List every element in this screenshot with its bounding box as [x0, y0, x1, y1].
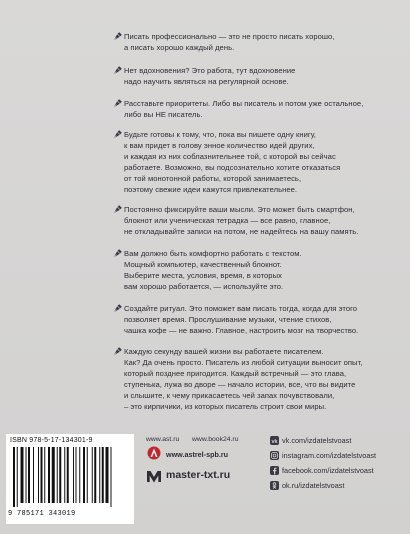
- barcode-bar: [41, 447, 43, 503]
- astrel-logo-icon: [147, 446, 161, 460]
- barcode-bar: [59, 447, 61, 503]
- barcode-bar: [106, 447, 109, 503]
- social-link-vk[interactable]: [270, 436, 410, 447]
- odnoklassniki-icon: [270, 481, 279, 490]
- social-link-text: vk.com/izdatelstvoast: [282, 436, 352, 445]
- facebook-icon: [270, 466, 279, 475]
- barcode-bar: [38, 447, 39, 503]
- site-book24-link[interactable]: www.book24.ru: [192, 436, 239, 443]
- barcode: [12, 447, 128, 507]
- barcode-bar: [44, 447, 45, 503]
- pen-nib-icon: [112, 65, 123, 76]
- pen-nib-icon: [112, 129, 123, 140]
- tip-text: Вам должно быть комфортно работать с текстом. Мощный компьютер, качественный блокнот. Выберите места, условия, время, в которых вам хорошо работается, — используйте это.: [124, 249, 302, 291]
- social-link-text: facebook.com/izdatelstvoast: [282, 466, 374, 475]
- pen-nib-icon: [112, 204, 123, 215]
- pen-nib-icon: [112, 303, 123, 314]
- pen-nib-icon: [112, 346, 123, 357]
- barcode-bar: [92, 447, 93, 503]
- tip-text: Будьте готовы к тому, что, пока вы пишете одну книгу, к вам придет в голову энное количество идей других, и каждая из них соблазнительнее той, с которой вы сейчас работаете. Возможно, вы подсознательно хотите отказаться от той монотонной работы, которой занимаетесь, поэтому свежие идеи кажутся привлекательнее.: [124, 130, 341, 194]
- barcode-bar: [73, 447, 74, 503]
- barcode-bar: [28, 447, 30, 503]
- barcode-bar: [13, 447, 15, 507]
- barcode-bar: [83, 447, 85, 503]
- social-link-instagram[interactable]: [270, 451, 410, 462]
- social-link-facebook[interactable]: [270, 466, 410, 477]
- barcode-bar: [99, 447, 100, 503]
- barcode-bar: [33, 447, 34, 503]
- pen-nib-icon: [112, 248, 123, 259]
- barcode-bar: [26, 447, 27, 503]
- tip-text: Нет вдохновения? Это работа, тут вдохновение надо научить являться на регулярной основе.: [124, 66, 296, 86]
- instagram-icon: [270, 451, 279, 460]
- pen-nib-icon: [112, 31, 123, 42]
- barcode-bar: [76, 447, 77, 503]
- tip-text: Писать профессионально — это не просто писать хорошо, а писать хорошо каждый день.: [124, 32, 335, 52]
- social-link-text: instagram.com/izdatelstvoast: [282, 451, 377, 460]
- barcode-bar: [79, 447, 80, 503]
- svg-text:vk: vk: [271, 438, 278, 445]
- tip-text: Каждую секунду вашей жизни вы работаете писателем. Как? Да очень просто. Писатель из любой ситуации выносит опыт, который позднее пригодится. Каждый встречный — это глава, ступенька, лужа во дворе — начало истории, все, что вы видите и слышите, к чему прикасаетесь чей запах почувствовали, – это кирпичики, из которых писатель строит свои миры.: [124, 347, 363, 411]
- vk-icon: [270, 436, 279, 445]
- barcode-bar: [87, 447, 88, 503]
- barcode-bar: [21, 447, 24, 503]
- barcode-digits: 9 785171 343019: [8, 510, 76, 518]
- site-master-link[interactable]: master-txt.ru: [166, 469, 231, 481]
- social-link-text: ok.ru/izdatelstvoast: [282, 481, 345, 490]
- barcode-bar: [94, 447, 96, 503]
- pen-nib-icon: [112, 98, 123, 109]
- master-logo-icon: [146, 468, 162, 484]
- tip-text: Расставьте приоритеты. Либо вы писатель и потом уже остальное, либо вы НЕ писатель.: [124, 99, 364, 119]
- barcode-bar: [64, 447, 65, 503]
- barcode-bar: [52, 447, 55, 503]
- social-link-odnoklassniki[interactable]: [270, 481, 410, 492]
- barcode-bar: [17, 447, 18, 507]
- tip-text: Создайте ритуал. Это поможет вам писать тогда, когда для этого позволяет время. Прослушивание музыки, чтение стихов, чашка кофе — не важно. Главное, настроить мозг на творчество.: [124, 304, 359, 335]
- site-ast-link[interactable]: www.ast.ru: [146, 436, 180, 443]
- barcode-bar: [48, 447, 50, 503]
- site-astrel-link[interactable]: www.astrel-spb.ru: [166, 450, 229, 459]
- isbn: ISBN 978-5-17-134301-9: [10, 437, 93, 444]
- barcode-bar: [67, 447, 69, 503]
- barcode-bar: [102, 447, 104, 503]
- barcode-bar: [111, 447, 112, 507]
- barcode-bar: [57, 447, 58, 503]
- tip-text: Постоянно фиксируйте ваши мысли. Это может быть смартфон, блокнот или ученическая тетрадка — все равно, главное, не откладывайте записи на потом, не надейтесь на вашу память.: [124, 205, 359, 236]
